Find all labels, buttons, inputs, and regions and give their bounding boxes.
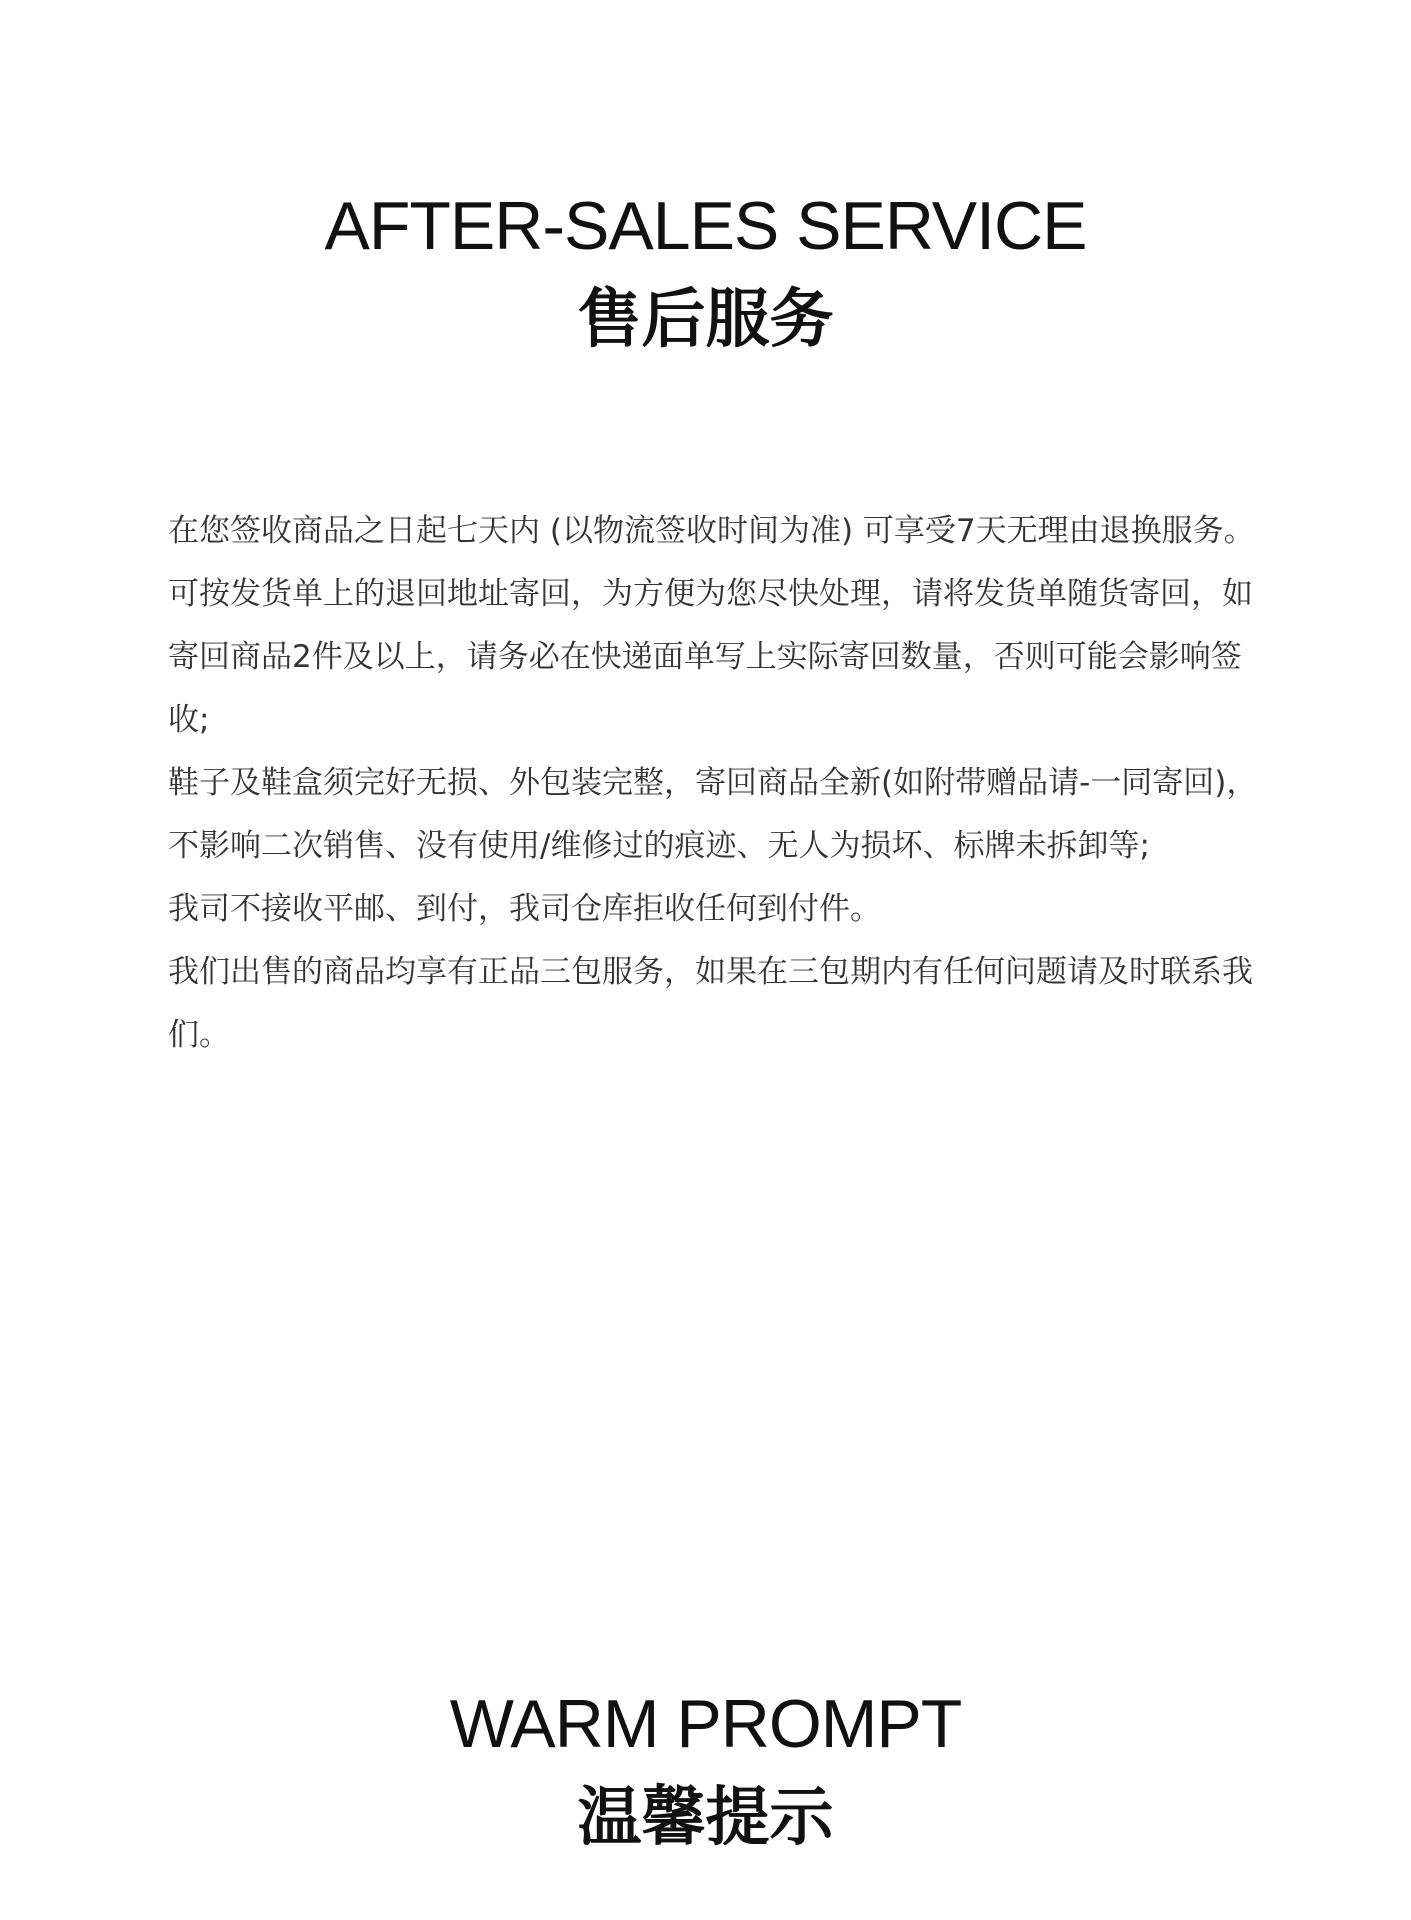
policy-paragraph-return-address: 可按发货单上的退回地址寄回，为方便为您尽快处理，请将发货单随货寄回，如寄回商品2件及以上，请务必在快递面单写上实际寄回数量，否则可能会影响签收; (168, 576, 1253, 738)
after-sales-policy-text (168, 500, 1268, 1067)
after-sales-title-cn: 售后服务 (577, 283, 834, 357)
policy-paragraph-product-condition: 鞋子及鞋盒须完好无损、外包装完整，寄回商品全新(如附带赠品请-一同寄回)，不影响二次销售、没有使用/维修过的痕迹、无人为损坏、标牌未拆卸等; (168, 765, 1258, 864)
warm-prompt-header (0, 1686, 1411, 1855)
warm-prompt-title-cn: 温馨提示 (577, 1781, 834, 1855)
policy-paragraph-warranty: 我们出售的商品均享有正品三包服务，如果在三包期内有任何问题请及时联系我们。 (168, 954, 1253, 1053)
policy-paragraph-shipping-restriction: 我司不接收平邮、到付，我司仓库拒收任何到付件。 (168, 891, 881, 927)
after-sales-title-en: AFTER-SALES SERVICE (324, 188, 1087, 264)
policy-paragraph-return-window: 在您签收商品之日起七天内 (以物流签收时间为准) 可享受7天无理由退换服务。 (168, 513, 1255, 549)
warm-prompt-title-en: WARM PROMPT (449, 1686, 962, 1762)
after-sales-header (0, 188, 1411, 357)
